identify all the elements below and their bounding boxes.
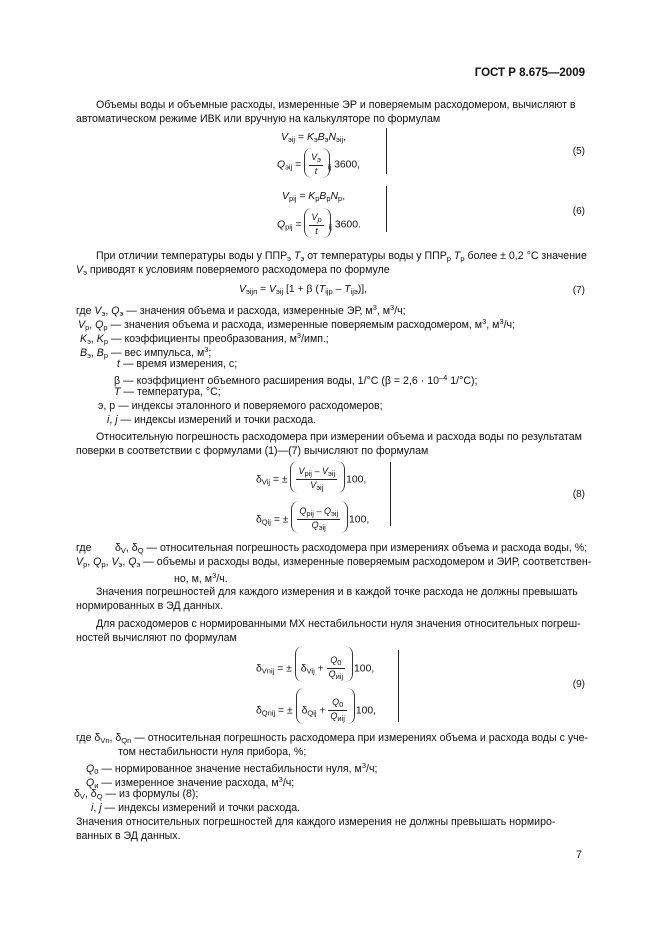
equation-6-number: (6) <box>572 206 585 217</box>
definition-line: $V_р$, $Q_р$, $V_э$, $Q_э$ — объемы и расходы воды, измеренные поверяемым расходомером и ЭИР, соответствен- <box>76 556 592 569</box>
definition-line: $V_р$, $Q_р$ — значения объема и расхода, измеренные поверяемым расходомером, $м^3$, $м^3/ч$; <box>78 317 516 332</box>
definition-line: t — время измерения, с; <box>117 358 238 370</box>
definition-line: $\delta_V$, $\delta_Q$ — из формулы (8); <box>74 788 199 801</box>
definition-line: где $\delta_V$, $\delta_Q$ — относительная погрешность расходомера при измерениях объема и расхода воды, %; <box>76 542 588 555</box>
equation-9-brace <box>398 650 405 722</box>
definition-line: где $\delta_{Vn}$, $\delta_{Qn}$ — относительная погрешность расходомера при измерениях объема и расхода воды с уче- <box>76 732 589 745</box>
paragraph-intro-cont: автоматическом режиме ИВК или вручную на калькуляторе по формулам <box>76 113 441 125</box>
definition-line: $K_э$, $K_р$ — коэффициенты преобразования, $м^3$/имп.; <box>80 331 329 346</box>
definition-line: но, м, $м^3/ч$. <box>174 571 228 585</box>
equation-5-number: (5) <box>572 146 585 157</box>
equation-5-brace <box>386 128 393 174</box>
paragraph-temperature-cont: $V_э$ приводят к условиям поверяемого расходомера по формуле <box>76 264 390 277</box>
paragraph-error: Относительную погрешность расходомера при измерении объема и расхода воды по результатам <box>96 431 582 443</box>
equation-7-number: (7) <box>572 285 585 296</box>
paragraph-limits-cont: нормированных в ЭД данных. <box>76 600 224 612</box>
equation-5a: $V_{эij} = K_эB_эN_{эij}$, <box>281 132 347 144</box>
equation-9b: $\delta_{Qnij}$ = ± $\delta_{Qij}$ + $\frac{Q_0}{Q_{иij}}$ 100, <box>256 697 376 724</box>
definition-line: где $V_э$, $Q_э$ — значения объема и расхода, измеренные ЭР, $м^3$, $м^3/ч$; <box>76 303 406 318</box>
definition-line: i, j — индексы измерений и точки расхода. <box>91 802 301 814</box>
equation-8b: $\delta_{Qij}$ = ± $\frac{Q_{pij} - Q_{эij}}{Q_{эij}}$ 100, <box>256 506 369 533</box>
definition-line: $Q_и$ — измеренное значение расхода, $м^3/ч$; <box>86 775 295 790</box>
paragraph-zero-instability-cont: ностей вычисляют по формулам <box>76 632 237 644</box>
definition-line: том нестабильности нуля прибора, %; <box>118 746 307 758</box>
page-number: 7 <box>575 849 582 861</box>
equation-9-number: (9) <box>572 679 585 690</box>
definition-line: $B_э$, $B_р$ — вес импульса, $м^3$; <box>80 345 212 360</box>
paragraph-temperature: При отличии температуры воды у $ППР_э$ $T_э$ от температуры воды у $ППР_р$ $T_р$ более ± 0,2 °С значение <box>96 250 587 263</box>
equation-6b: $Q_{pij}$ = $\frac{V_p}{t}$ $_{ij}$ 3600. <box>277 212 361 237</box>
equation-8-number: (8) <box>572 489 585 500</box>
definition-line: i, j — индексы измерений и точки расхода. <box>107 414 317 426</box>
paragraph-error-cont: поверки в соответствии с формулами (1)—(7) вычисляют по формулам <box>76 445 429 457</box>
equation-8-brace <box>390 462 397 526</box>
paragraph-final-cont: ванных в ЭД данных. <box>76 830 181 842</box>
equation-5b: $Q_{эij}$ = $\frac{V_э}{t}$ $_{ij}$ 3600, <box>277 152 360 177</box>
document-header: ГОСТ Р 8.675—2009 <box>474 67 585 79</box>
paragraph-intro: Объемы воды и объемные расходы, измеренные ЭР и поверяемым расходомером, вычисляют в <box>96 99 576 111</box>
definition-line: β — коэффициент объемного расширения воды, 1/°С ($\beta = 2,6 \cdot 10^{-4}$ 1/°С); <box>114 373 478 387</box>
paragraph-limits: Значения погрешностей для каждого измерения и в каждой точке расхода не должны превышать <box>96 586 578 598</box>
equation-9a: $\delta_{Vnij}$ = ± $\delta_{Vij}$ + $\frac{Q_0}{Q_{иij}}$ 100, <box>256 655 374 682</box>
equation-6a: $V_{pij} = K_pB_pN_p$, <box>282 191 346 203</box>
equation-7: $V_{эijп} = V_{эij}$ [1 + β $(T_{ijp} - T_{ijэ})$], <box>239 284 368 296</box>
paragraph-final: Значения относительных погрешностей для каждого измерения не должны превышать нормиро- <box>76 816 556 828</box>
definition-line: $Q_0$ — нормированное значение нестабильности нуля, $м^3/ч$; <box>86 761 378 776</box>
paragraph-zero-instability: Для расходомеров с нормированными МХ нестабильности нуля значения относительных погреш- <box>96 618 581 630</box>
definition-line: э, р — индексы эталонного и поверяемого расходомеров; <box>98 400 383 412</box>
definition-line: T — температура, °С; <box>114 386 221 398</box>
equation-6-brace <box>386 186 393 232</box>
equation-8a: $\delta_{Vij}$ = ± $\frac{V_{pij} - V_{эij}}{V_{эij}}$ 100, <box>256 466 366 493</box>
